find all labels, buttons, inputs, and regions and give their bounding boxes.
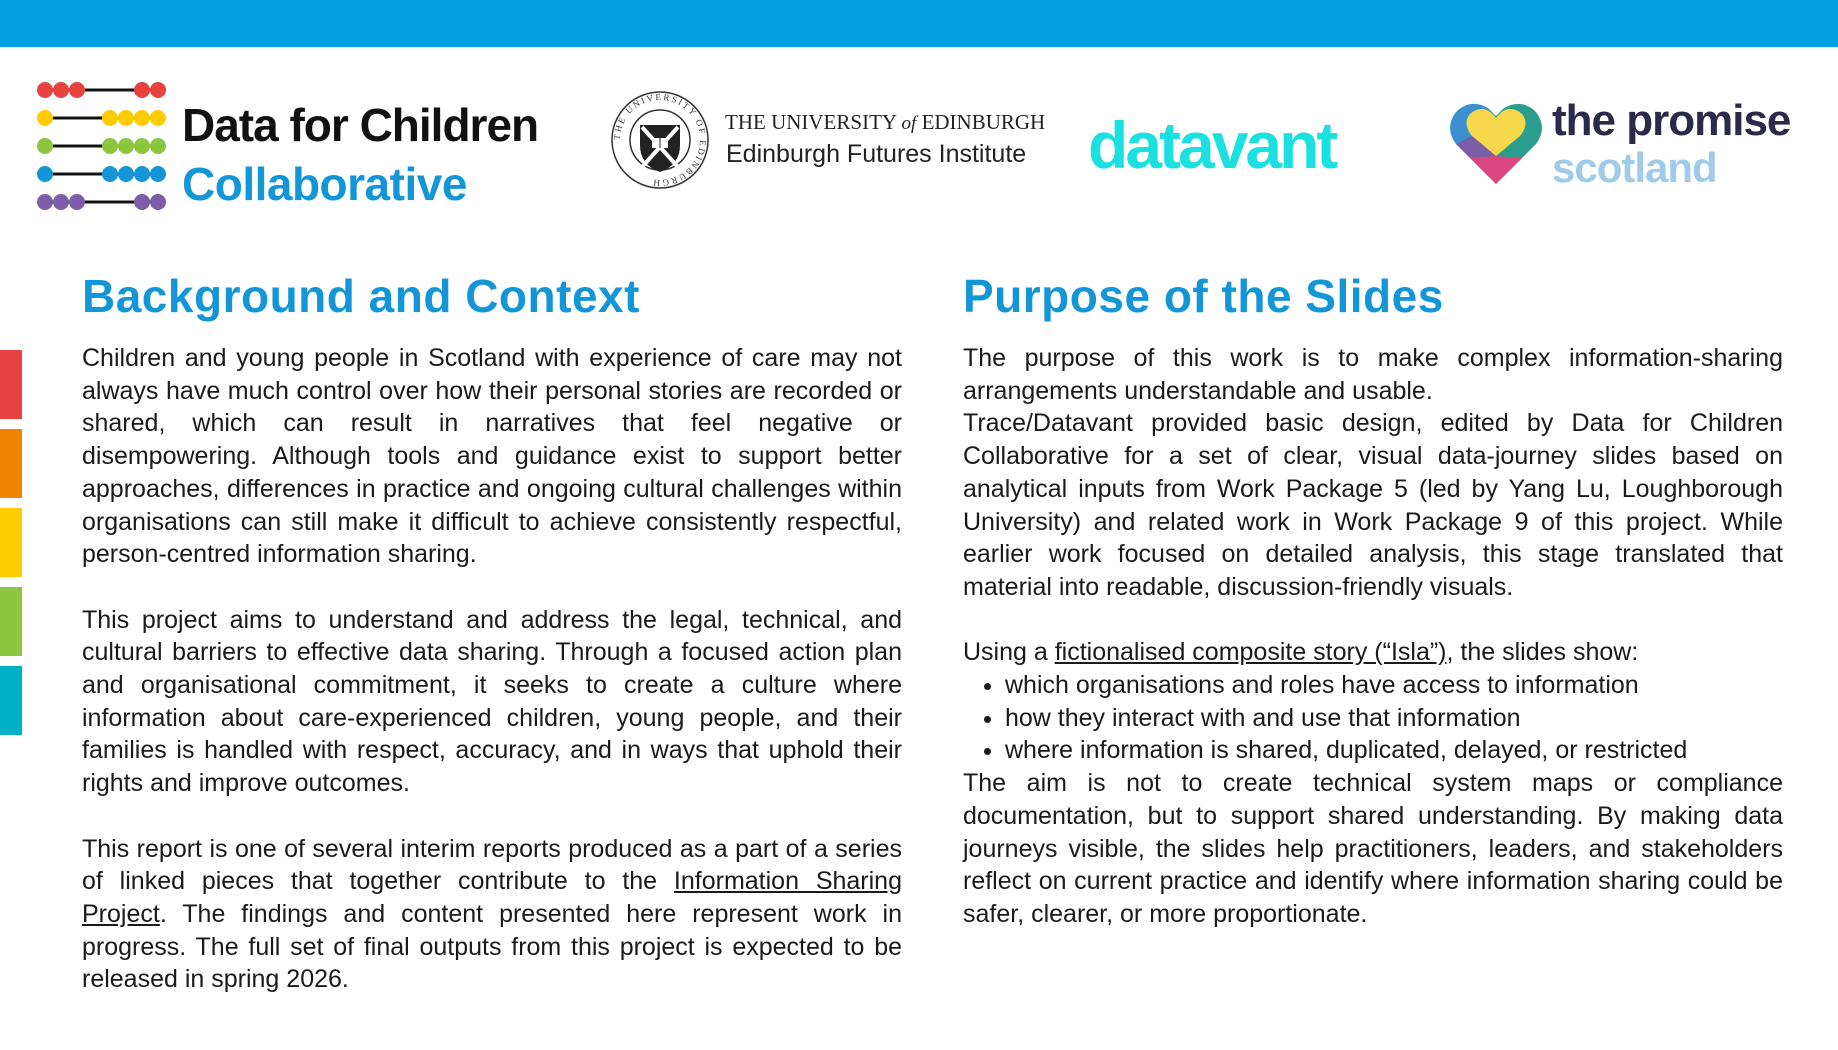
background-paragraph-1: Children and young people in Scotland with experience of care may not always have much control over how their personal stories are recorded or shared, which can result in narratives that feel negative or disempowering. Although tools and guidance exist to support better approaches, differences in practice and ongoing cultural challenges within organisations can still make it difficult to achieve consistently respectful, person-centred information sharing. <box>82 344 902 569</box>
uoe-name: THE UNIVERSITY of EDINBURGH <box>725 110 1046 134</box>
purpose-paragraph-2: Trace/Datavant provided basic design, edited by Data for Children Collaborative for a set of clear, visual data-journey slides based on analytical inputs from Work Package 5 (led by Yang Lu, Loughborough University) and related work in Work Package 9 of this project. While earlier work focused on detailed analysis, this stage translated that material into readable, discussion-friendly visuals. <box>963 409 1783 601</box>
uoe-logo <box>610 90 1046 195</box>
dfc-title-line2: Collaborative <box>182 158 467 210</box>
list-item: • how they interact with and use that information <box>1005 702 1783 735</box>
promise-subtitle: scotland <box>1552 144 1717 191</box>
list-item: • where information is shared, duplicated, delayed, or restricted <box>1005 734 1783 767</box>
purpose-section <box>963 268 1783 931</box>
background-section <box>82 268 902 996</box>
stripe-orange <box>0 429 22 498</box>
stripe-green <box>0 587 22 656</box>
section-heading-background: Background and Context <box>82 270 640 322</box>
purpose-paragraph-3: Using a fictionalised composite story (“Isla”), the slides show: <box>963 638 1639 667</box>
section-heading-purpose: Purpose of the Slides <box>963 270 1444 322</box>
information-sharing-project-link[interactable]: Information Sharing Project <box>82 867 902 928</box>
university-seal-icon <box>610 90 710 190</box>
purpose-paragraph-4: The aim is not to create technical system maps or compliance documentation, but to support shared understanding. By making data journeys visible, the slides help practitioners, leaders, and stakeholders reflect on current practice and identify where information sharing could be safer, clearer, or more proportionate. <box>963 769 1783 928</box>
dfc-logo <box>36 80 539 221</box>
isla-story-link[interactable]: fictionalised composite story (“Isla”) <box>1054 638 1447 667</box>
dfc-title-line1: Data for Children <box>182 99 539 151</box>
color-stripes <box>0 350 22 745</box>
promise-logo <box>1450 96 1791 191</box>
stripe-teal <box>0 666 22 735</box>
slides-bullet-list <box>963 669 1783 767</box>
stripe-red <box>0 350 22 419</box>
stripe-yellow <box>0 508 22 577</box>
abacus-icon <box>36 80 171 216</box>
promise-title: the promise <box>1552 96 1791 145</box>
purpose-paragraph-1: The purpose of this work is to make complex information-sharing arrangements understandable and usable. <box>963 344 1783 405</box>
background-paragraph-3: This report is one of several interim reports produced as a part of a series of linked pieces that together contribute to the Information Sharing Project. The findings and content presented here represent work in progress. The full set of final outputs from this project is expected to be released in spring 2026. <box>82 834 902 994</box>
logo-strip <box>0 70 1838 220</box>
list-item: • which organisations and roles have access to information <box>1005 669 1783 702</box>
datavant-logo: datavant <box>1088 108 1336 182</box>
uoe-institute: Edinburgh Futures Institute <box>726 140 1027 168</box>
heart-icon <box>1450 100 1542 186</box>
top-banner <box>0 0 1838 47</box>
seal-text: THE UNIVERSITY OF EDINBURGH <box>611 91 709 189</box>
background-paragraph-2: This project aims to understand and address the legal, technical, and cultural barriers to effective data sharing. Through a focused action plan and organisational commitment, it seeks to create a culture where information about care-experienced children, young people, and their families is handled with respect, accuracy, and in ways that uphold their rights and improve outcomes. <box>82 605 902 798</box>
